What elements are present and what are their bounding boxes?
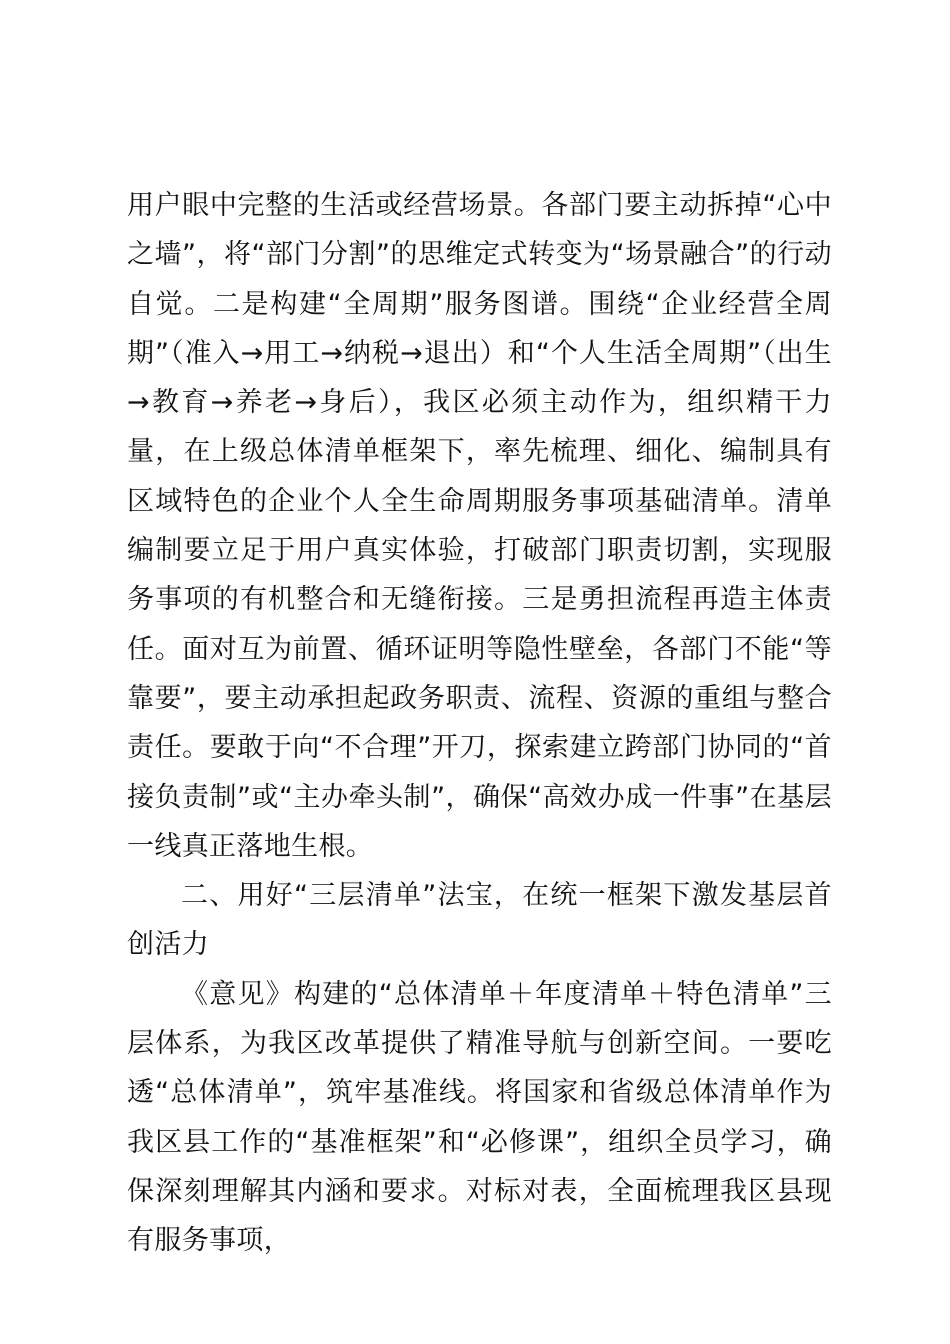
section-heading-three-level-lists: 二、用好“三层清单”法宝，在统一框架下激发基层首创活力 — [127, 880, 832, 961]
paragraph-three-level-system: 《意见》构建的“总体清单＋年度清单＋特色清单”三层体系，为我区改革提供了精准导航与创新空间。一要吃透“总体清单”，筑牢基准线。将国家和省级总体清单作为我区县工作的“基准框架”和“必修课”，组织全员学习，确保深刻理解其内涵和要求。对标对表，全面梳理我区县现有服务事项， — [127, 978, 832, 1257]
paragraph-service-scenarios: 用户眼中完整的生活或经营场景。各部门要主动拆掉“心中之墙”，将“部门分割”的思维定式转变为“场景融合”的行动自觉。二是构建“全周期”服务图谱。围绕“企业经营全周期”（准入→用工→纳税→退出）和“个人生活全周期”（出生→教育→养老→身后），我区必须主动作为，组织精干力量，在上级总体清单框架下，率先梳理、细化、编制具有区域特色的企业个人全生命周期服务事项基础清单。清单编制要立足于用户真实体验，打破部门职责切割，实现服务事项的有机整合和无缝衔接。三是勇担流程再造主体责任。面对互为前置、循环证明等隐性壁垒，各部门不能“等靠要”，要主动承担起政务职责、流程、资源的重组与整合责任。要敢于向“不合理”开刀，探索建立跨部门协同的“首接负责制”或“主办牵头制”，确保“高效办成一件事”在基层一线真正落地生根。 — [127, 190, 832, 862]
document-body — [127, 181, 832, 1266]
